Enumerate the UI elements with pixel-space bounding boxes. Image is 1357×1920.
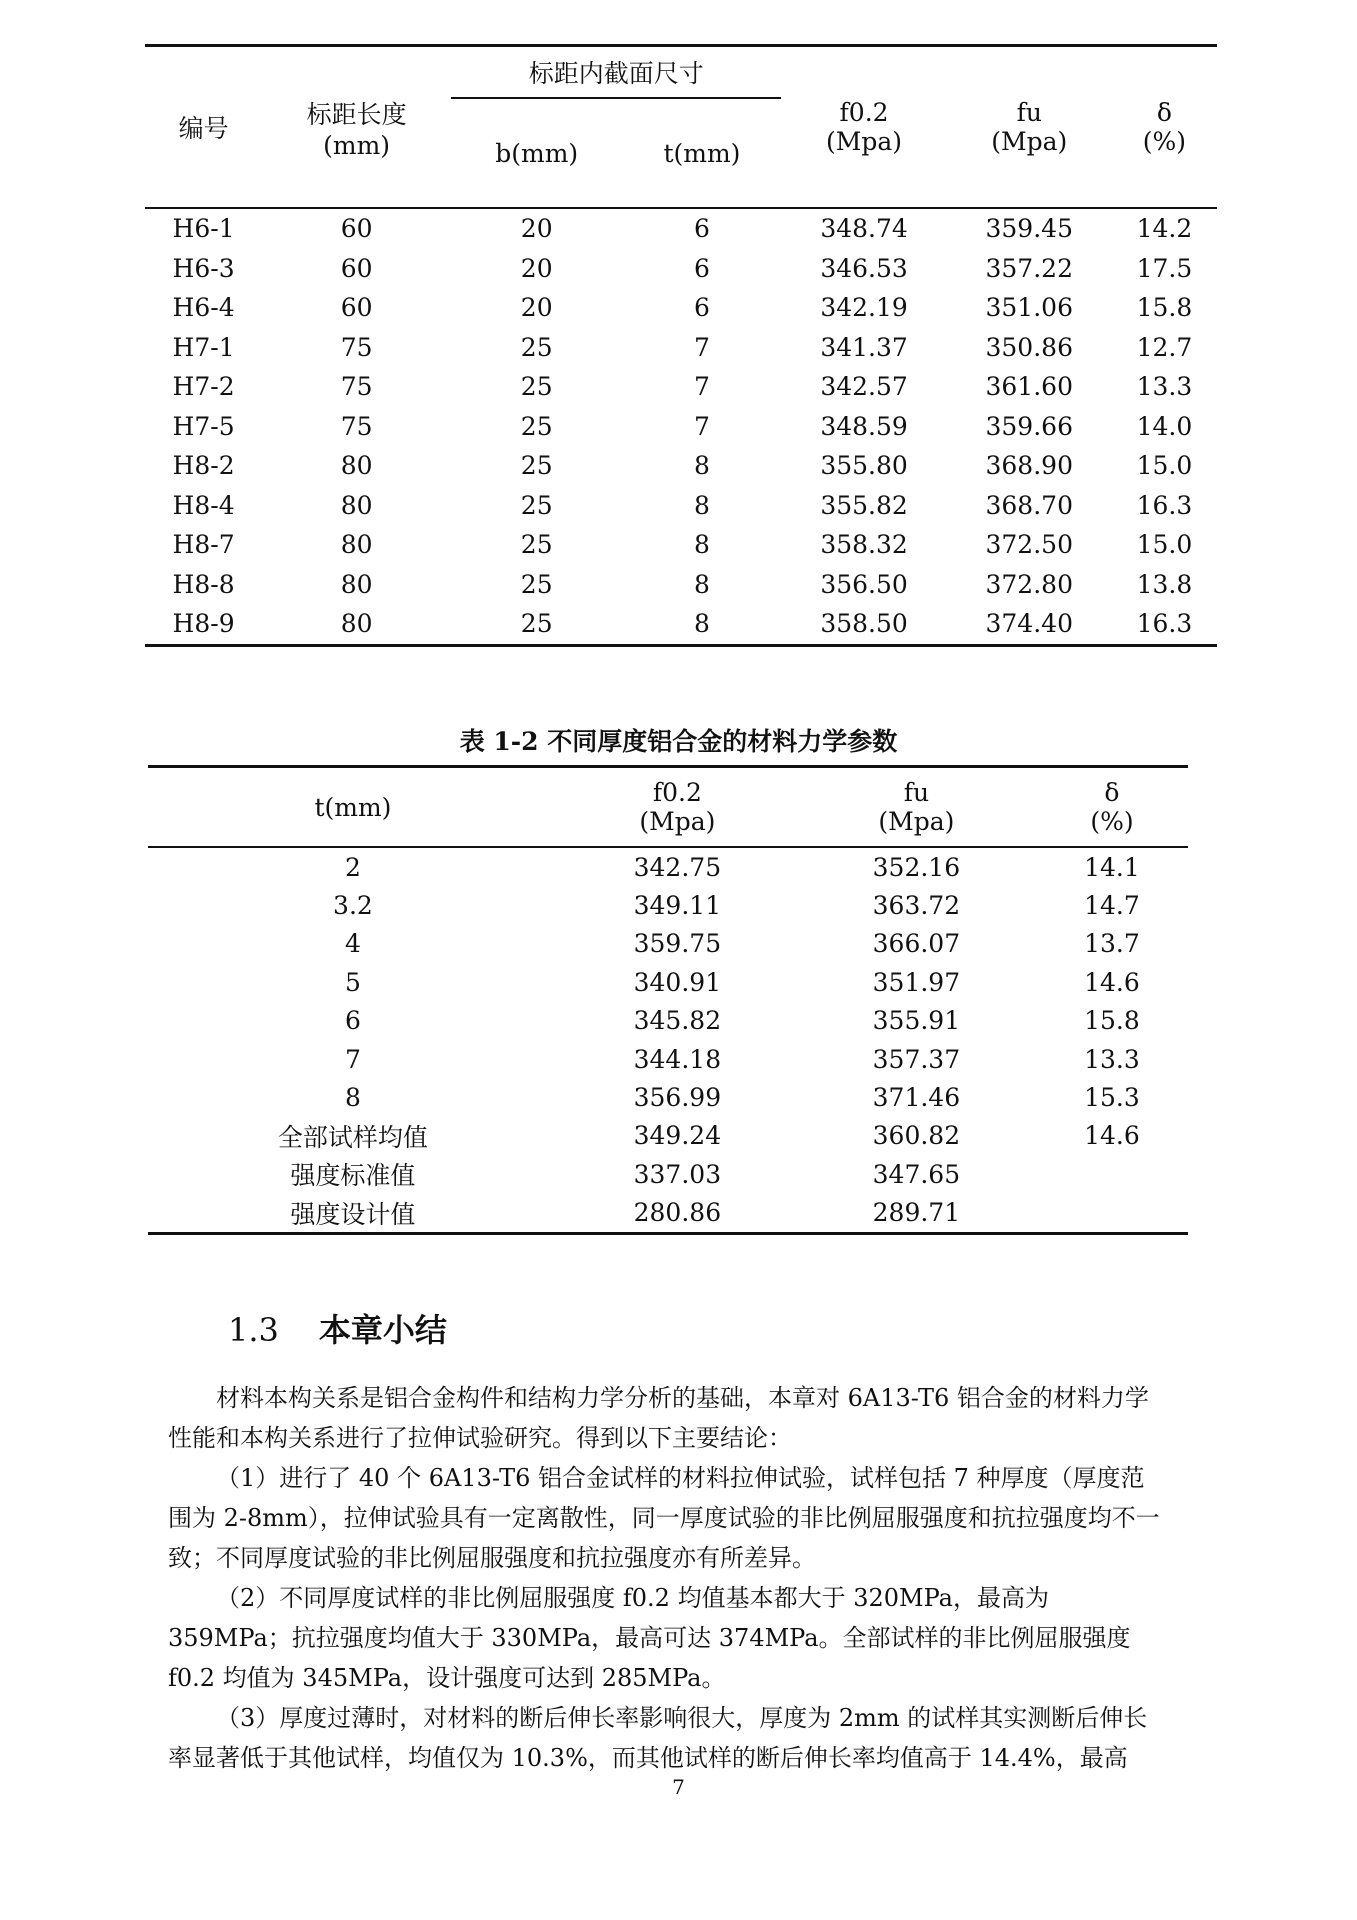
table-cell: 289.71 (872, 1198, 961, 1228)
table-cell: 371.46 (872, 1083, 961, 1113)
table-cell: H8-7 (172, 530, 235, 560)
table-row (145, 328, 1217, 368)
table-cell: 280.86 (633, 1198, 722, 1228)
table-row (148, 1155, 1188, 1193)
table-cell: H8-9 (172, 609, 235, 639)
table-row (145, 249, 1217, 289)
table-cell: 341.37 (820, 332, 908, 362)
table-cell: 5 (344, 967, 361, 997)
table-cell: 80 (340, 569, 373, 599)
table-cell: 14.0 (1136, 411, 1193, 441)
table-cell: 15.8 (1136, 293, 1193, 323)
table-cell: 强度设计值 (290, 1199, 416, 1229)
table-cell: H8-2 (172, 451, 235, 481)
table-row (145, 367, 1217, 407)
table-cell: 6 (693, 253, 710, 283)
col-header: fu (Mpa) (878, 778, 955, 836)
table-cell: 13.7 (1084, 929, 1140, 959)
table-cell: 14.2 (1136, 214, 1193, 244)
table-cell: 13.3 (1136, 372, 1193, 402)
table-cell: 15.3 (1084, 1083, 1140, 1113)
section-title: 本章小结 (318, 1311, 447, 1349)
table-cell: 15.0 (1136, 451, 1193, 481)
table-cell: 8 (693, 530, 710, 560)
table-cell: 8 (693, 451, 710, 481)
table-cell: 359.66 (985, 411, 1073, 441)
col-header: 标距长度 (mm) (306, 99, 407, 160)
table-cell: 14.6 (1084, 967, 1140, 997)
table-cell: 366.07 (872, 929, 961, 959)
table-cell: 强度标准值 (290, 1161, 416, 1191)
table-cell: H8-4 (172, 490, 235, 520)
table-cell: 60 (340, 293, 373, 323)
table-cell: 347.65 (872, 1159, 961, 1189)
table-cell: H8-8 (172, 569, 235, 599)
col-header: f0.2 (Mpa) (826, 98, 903, 156)
table-row (145, 604, 1217, 645)
table-cell: H6-1 (172, 214, 235, 244)
table-cell: 13.3 (1084, 1044, 1140, 1074)
col-header: δ (%) (1142, 98, 1187, 156)
table-cell: 8 (693, 609, 710, 639)
section-heading (228, 1305, 447, 1351)
col-header: δ (%) (1090, 778, 1134, 836)
table-cell: 全部试样均值 (277, 1122, 428, 1152)
table-cell: 358.32 (820, 530, 908, 560)
table-cell: 7 (344, 1044, 361, 1074)
table-cell: 25 (520, 372, 553, 402)
table-cell (1036, 1155, 1188, 1193)
table-cell: 2 (344, 852, 361, 882)
table-cell: 6 (693, 214, 710, 244)
table-cell: 337.03 (633, 1159, 722, 1189)
table-cell: H6-4 (172, 293, 235, 323)
table-cell: 368.90 (985, 451, 1073, 481)
col-header: b(mm) (495, 138, 579, 168)
table-row (148, 1002, 1188, 1040)
table-cell: 80 (340, 530, 373, 560)
col-header: 编号 (178, 114, 229, 143)
table-cell: 80 (340, 490, 373, 520)
table-specimen-results (145, 44, 1217, 647)
table-cell: 342.75 (633, 852, 722, 882)
col-header: fu (Mpa) (991, 98, 1068, 156)
paragraph: 材料本构关系是铝合金构件和结构力学分析的基础，本章对 6A13-T6 铝合金的材料力学性能和本构关系进行了拉伸试验研究。得到以下主要结论： (168, 1384, 1149, 1452)
table-cell: 356.99 (633, 1083, 722, 1113)
table-cell: 374.40 (985, 609, 1073, 639)
table-cell: 60 (340, 253, 373, 283)
table-cell: 358.50 (820, 609, 908, 639)
table-cell: 25 (520, 451, 553, 481)
table-cell: 75 (340, 372, 373, 402)
table-cell: 4 (344, 929, 361, 959)
table-cell: 344.18 (633, 1044, 722, 1074)
table-cell: 7 (693, 332, 710, 362)
table-cell: 351.97 (872, 967, 961, 997)
table-cell: 60 (340, 214, 373, 244)
table-row (145, 486, 1217, 526)
table-caption: 表 1-2 不同厚度铝合金的材料力学参数 (459, 727, 898, 756)
table-cell: 346.53 (820, 253, 908, 283)
table-cell: 16.3 (1136, 609, 1193, 639)
table-row (148, 1078, 1188, 1116)
table-cell: 359.75 (633, 929, 722, 959)
table-row (148, 1040, 1188, 1078)
table-cell: 355.91 (872, 1006, 961, 1036)
table-cell: 342.19 (820, 293, 908, 323)
table-cell: 25 (520, 569, 553, 599)
table-cell: 350.86 (985, 332, 1073, 362)
table-row (145, 565, 1217, 605)
table-cell: 6 (344, 1006, 361, 1036)
table-cell: 13.8 (1136, 569, 1193, 599)
table-cell: 349.24 (633, 1121, 722, 1151)
table-row (148, 847, 1188, 886)
table-cell: 8 (693, 569, 710, 599)
table-row (148, 1194, 1188, 1234)
table-cell: 14.6 (1084, 1121, 1140, 1151)
table-row (148, 1117, 1188, 1155)
table-cell: H7-1 (172, 332, 235, 362)
table-cell: 342.57 (820, 372, 908, 402)
table-cell: 357.22 (985, 253, 1073, 283)
table-cell: 16.3 (1136, 490, 1193, 520)
table-cell: 348.74 (820, 214, 908, 244)
section-number: 1.3 (228, 1311, 279, 1349)
table-cell: H7-5 (172, 411, 235, 441)
table-cell: 356.50 (820, 569, 908, 599)
table-cell: 3.2 (333, 891, 373, 921)
table-cell: 348.59 (820, 411, 908, 441)
table-cell: 368.70 (985, 490, 1073, 520)
table-cell: 349.11 (633, 891, 722, 921)
group-header: 标距内截面尺寸 (451, 46, 781, 99)
page-number: 7 (672, 1775, 685, 1799)
table-cell: 361.60 (985, 372, 1073, 402)
table-cell: 355.80 (820, 451, 908, 481)
table-cell: 14.1 (1084, 852, 1140, 882)
table-cell: 352.16 (872, 852, 961, 882)
paragraph: （1）进行了 40 个 6A13-T6 铝合金试样的材料拉伸试验，试样包括 7 种厚度（厚度范围为 2-8mm），拉伸试验具有一定离散性，同一厚度试验的非比例屈服强度和抗拉强度均不一致；不同厚度试验的非比例屈服强度和抗拉强度亦有所差异。 (168, 1464, 1160, 1572)
table-cell: 20 (520, 293, 553, 323)
table-cell: 25 (520, 332, 553, 362)
table-cell: 351.06 (985, 293, 1073, 323)
paragraph: （2）不同厚度试样的非比例屈服强度 f0.2 均值基本都大于 320MPa，最高为 359MPa；抗拉强度均值大于 330MPa，最高可达 374MPa。全部试样的非比例屈服强度 f0.2 均值为 345MPa，设计强度可达到 285MPa。 (168, 1584, 1131, 1692)
table-cell: 25 (520, 490, 553, 520)
paragraph: （3）厚度过薄时，对材料的断后伸长率影响很大，厚度为 2mm 的试样其实测断后伸长率显著低于其他试样，均值仅为 10.3%，而其他试样的断后伸长率均值高于 14.4%，最高 (168, 1704, 1148, 1772)
table-cell: H7-2 (172, 372, 235, 402)
table-cell: 14.7 (1084, 891, 1140, 921)
table-cell: 372.50 (985, 530, 1073, 560)
table-cell: 15.8 (1084, 1006, 1140, 1036)
table-row (145, 288, 1217, 328)
table-cell: 12.7 (1136, 332, 1193, 362)
table-row (145, 407, 1217, 447)
table-cell: H6-3 (172, 253, 235, 283)
table-cell: 20 (520, 214, 553, 244)
table-cell: 7 (693, 411, 710, 441)
table-cell: 357.37 (872, 1044, 961, 1074)
table-cell: 8 (693, 490, 710, 520)
table-cell: 17.5 (1136, 253, 1193, 283)
table-row (145, 525, 1217, 565)
table-row (145, 446, 1217, 486)
table-cell: 75 (340, 411, 373, 441)
table-row (148, 963, 1188, 1001)
table-cell: 359.45 (985, 214, 1073, 244)
table-cell: 80 (340, 451, 373, 481)
table-cell: 363.72 (872, 891, 961, 921)
table-row (148, 886, 1188, 924)
table-cell: 20 (520, 253, 553, 283)
table-cell: 360.82 (872, 1121, 961, 1151)
col-header: f0.2 (Mpa) (639, 778, 716, 836)
col-header: t(mm) (314, 792, 392, 822)
table-cell: 25 (520, 411, 553, 441)
table-cell: 345.82 (633, 1006, 722, 1036)
table-thickness-params (148, 765, 1188, 1235)
table-cell: 25 (520, 609, 553, 639)
table-cell: 355.82 (820, 490, 908, 520)
table-cell: 15.0 (1136, 530, 1193, 560)
table-cell: 75 (340, 332, 373, 362)
table-row (148, 925, 1188, 963)
table-cell: 80 (340, 609, 373, 639)
table-cell: 7 (693, 372, 710, 402)
table-cell: 6 (693, 293, 710, 323)
table-cell: 340.91 (633, 967, 722, 997)
table-row (145, 208, 1217, 249)
table-cell: 372.80 (985, 569, 1073, 599)
col-header: t(mm) (663, 138, 741, 168)
table-cell: 8 (344, 1083, 361, 1113)
table-cell: 25 (520, 530, 553, 560)
table-cell (1036, 1194, 1188, 1234)
